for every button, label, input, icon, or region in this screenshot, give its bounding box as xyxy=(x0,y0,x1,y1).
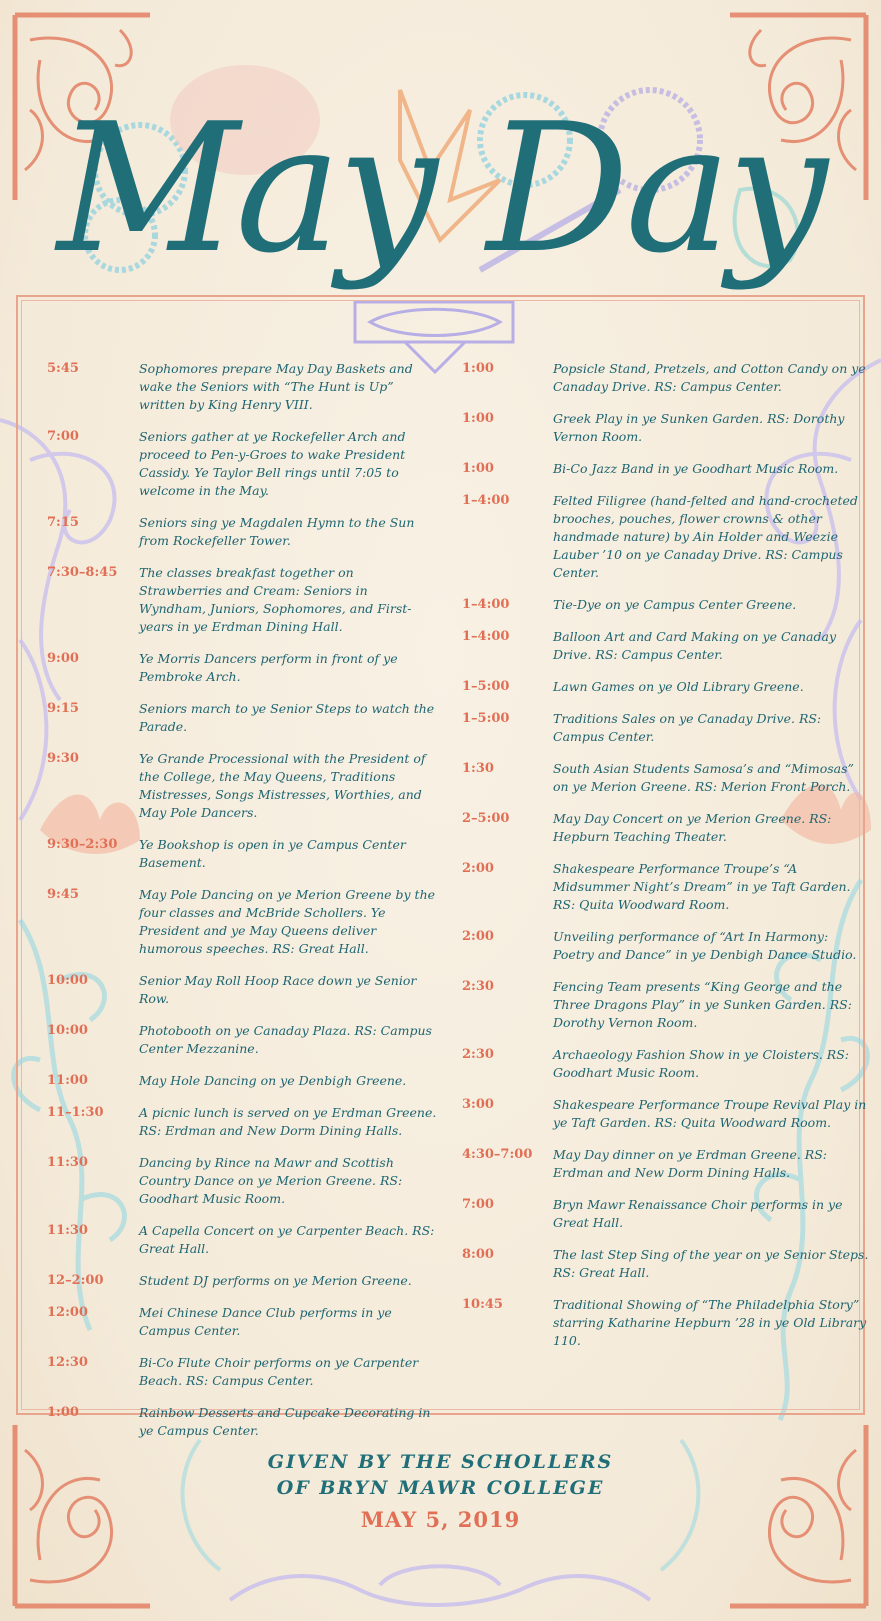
schedule-event xyxy=(47,1154,437,1208)
event-description: Senior May Roll Hoop Race down ye Senior Row. xyxy=(139,973,417,1006)
schedule-event xyxy=(462,1196,872,1232)
event-time: 7:00 xyxy=(462,1197,494,1212)
schedule-event xyxy=(47,428,437,500)
event-time: 2:00 xyxy=(462,929,494,944)
event-time: 1:00 xyxy=(462,361,494,376)
event-time: 1:00 xyxy=(47,1405,79,1420)
schedule-event xyxy=(462,710,872,746)
event-description: Seniors gather at ye Rockefeller Arch and proceed to Pen-y-Groes to wake President Cassidy. Ye Taylor Bell rings until 7:05 to welcome in the May. xyxy=(139,429,406,498)
schedule-event xyxy=(47,650,437,686)
event-time: 7:30–8:45 xyxy=(47,565,118,580)
event-description: Bi-Co Jazz Band in ye Goodhart Music Room. xyxy=(553,461,839,476)
event-description: Sophomores prepare May Day Baskets and wake the Seniors with “The Hunt is Up” written by King Henry VIII. xyxy=(139,361,413,412)
schedule-event xyxy=(47,750,437,822)
event-time: 1–5:00 xyxy=(462,679,510,694)
event-time: 11:30 xyxy=(47,1155,88,1170)
event-description: Lawn Games on ye Old Library Greene. xyxy=(553,679,804,694)
event-description: Bi-Co Flute Choir performs on ye Carpenter Beach. RS: Campus Center. xyxy=(139,1355,419,1388)
schedule-event xyxy=(462,760,872,796)
event-description: The classes breakfast together on Strawberries and Cream: Seniors in Wyndham, Juniors, Sophomores, and First-years in ye Erdman Dining Hall. xyxy=(139,565,412,634)
schedule-event xyxy=(47,1022,437,1058)
event-description: May Hole Dancing on ye Denbigh Greene. xyxy=(139,1073,407,1088)
event-time: 3:00 xyxy=(462,1097,494,1112)
event-description: A Capella Concert on ye Carpenter Beach. RS: Great Hall. xyxy=(139,1223,435,1256)
schedule-event xyxy=(462,1096,872,1132)
footer-date: MAY 5, 2019 xyxy=(360,1507,521,1532)
schedule-event xyxy=(47,564,437,636)
schedule-event xyxy=(462,1046,872,1082)
event-time: 10:00 xyxy=(47,973,88,988)
event-description: Ye Grande Processional with the President of the College, the May Queens, Traditions Mistresses, Songs Mistresses, Worthies, and May Pole Dancers. xyxy=(139,751,426,820)
schedule-event xyxy=(462,360,872,396)
event-time: 11–1:30 xyxy=(47,1105,104,1120)
event-description: May Day dinner on ye Erdman Greene. RS: Erdman and New Dorm Dining Halls. xyxy=(553,1147,827,1180)
schedule-event xyxy=(462,678,872,696)
schedule-event xyxy=(462,492,872,582)
schedule-event xyxy=(462,978,872,1032)
event-description: Fencing Team presents “King George and the Three Dragons Play” in ye Sunken Garden. RS: Dorothy Vernon Room. xyxy=(553,979,852,1030)
event-time: 8:00 xyxy=(462,1247,494,1262)
schedule-event xyxy=(462,928,872,964)
schedule-column-right xyxy=(462,360,872,1364)
event-description: Shakespeare Performance Troupe’s “A Midsummer Night’s Dream” in ye Taft Garden. RS: Quita Woodward Room. xyxy=(553,861,851,912)
event-time: 1:30 xyxy=(462,761,494,776)
event-time: 11:30 xyxy=(47,1223,88,1238)
event-description: Ye Morris Dancers perform in front of ye Pembroke Arch. xyxy=(139,651,398,684)
schedule-event xyxy=(462,860,872,914)
event-description: Ye Bookshop is open in ye Campus Center Basement. xyxy=(139,837,406,870)
event-description: Greek Play in ye Sunken Garden. RS: Dorothy Vernon Room. xyxy=(553,411,845,444)
event-time: 12:00 xyxy=(47,1305,88,1320)
event-time: 1–4:00 xyxy=(462,629,510,644)
event-time: 10:00 xyxy=(47,1023,88,1038)
schedule-event xyxy=(47,886,437,958)
event-description: Seniors march to ye Senior Steps to watch the Parade. xyxy=(139,701,435,734)
event-time: 11:00 xyxy=(47,1073,88,1088)
event-time: 1–5:00 xyxy=(462,711,510,726)
schedule-event xyxy=(462,628,872,664)
event-description: Mei Chinese Dance Club performs in ye Campus Center. xyxy=(139,1305,392,1338)
event-description: Rainbow Desserts and Cupcake Decorating in ye Campus Center. xyxy=(139,1405,431,1438)
event-description: Bryn Mawr Renaissance Choir performs in ye Great Hall. xyxy=(553,1197,843,1230)
event-description: South Asian Students Samosa’s and “Mimosas” on ye Merion Greene. RS: Merion Front Porch. xyxy=(553,761,854,794)
event-time: 9:30–2:30 xyxy=(47,837,118,852)
event-time: 1:00 xyxy=(462,411,494,426)
schedule-event xyxy=(47,836,437,872)
event-description: A picnic lunch is served on ye Erdman Greene. RS: Erdman and New Dorm Dining Halls. xyxy=(139,1105,437,1138)
event-time: 9:00 xyxy=(47,651,79,666)
event-time: 1–4:00 xyxy=(462,597,510,612)
event-description: Popsicle Stand, Pretzels, and Cotton Candy on ye Canaday Drive. RS: Campus Center. xyxy=(553,361,866,394)
schedule-event xyxy=(462,1296,872,1350)
page-title: May Day xyxy=(57,85,824,292)
event-description: Felted Filigree (hand-felted and hand-crocheted brooches, pouches, flower crowns & other handmade nature) by Ain Holder and Weezie Lauber ’10 on ye Canaday Drive. RS: Campus Center. xyxy=(553,493,858,580)
event-time: 10:45 xyxy=(462,1297,503,1312)
footer-credit-line1: GIVEN BY THE SCHOLLERS xyxy=(267,1451,614,1473)
event-description: Shakespeare Performance Troupe Revival Play in ye Taft Garden. RS: Quita Woodward Room. xyxy=(553,1097,867,1130)
schedule-column-left xyxy=(47,360,437,1454)
schedule-event xyxy=(47,360,437,414)
event-time: 1:00 xyxy=(462,461,494,476)
event-description: Archaeology Fashion Show in ye Cloisters. RS: Goodhart Music Room. xyxy=(553,1047,849,1080)
schedule-event xyxy=(47,1354,437,1390)
schedule-event xyxy=(47,1304,437,1340)
event-description: Tie-Dye on ye Campus Center Greene. xyxy=(553,597,797,612)
schedule-event xyxy=(47,700,437,736)
event-description: Traditional Showing of “The Philadelphia Story” starring Katharine Hepburn ’28 in ye Old Library 110. xyxy=(553,1297,867,1348)
event-time: 5:45 xyxy=(47,361,79,376)
event-description: Seniors sing ye Magdalen Hymn to the Sun from Rockefeller Tower. xyxy=(139,515,415,548)
event-description: Traditions Sales on ye Canaday Drive. RS: Campus Center. xyxy=(553,711,822,744)
event-time: 7:15 xyxy=(47,515,79,530)
event-time: 12:30 xyxy=(47,1355,88,1370)
event-description: Balloon Art and Card Making on ye Canaday Drive. RS: Campus Center. xyxy=(553,629,837,662)
schedule-event xyxy=(47,1222,437,1258)
schedule-event xyxy=(462,1146,872,1182)
event-time: 9:30 xyxy=(47,751,79,766)
schedule-event xyxy=(47,1272,437,1290)
schedule-event xyxy=(462,410,872,446)
footer-credit-line2: OF BRYN MAWR COLLEGE xyxy=(276,1477,605,1499)
schedule-event xyxy=(47,1104,437,1140)
schedule-event xyxy=(47,1072,437,1090)
schedule-event xyxy=(47,1404,437,1440)
schedule-event xyxy=(47,514,437,550)
event-time: 2:30 xyxy=(462,979,494,994)
event-time: 12–2:00 xyxy=(47,1273,104,1288)
event-description: Student DJ performs on ye Merion Greene. xyxy=(139,1273,412,1288)
event-description: Dancing by Rince na Mawr and Scottish Country Dance on ye Merion Greene. RS: Goodhart Music Room. xyxy=(139,1155,403,1206)
event-time: 2:30 xyxy=(462,1047,494,1062)
event-time: 9:15 xyxy=(47,701,79,716)
event-time: 9:45 xyxy=(47,887,79,902)
event-time: 7:00 xyxy=(47,429,79,444)
event-time: 4:30–7:00 xyxy=(462,1147,533,1162)
event-time: 2:00 xyxy=(462,861,494,876)
schedule-event xyxy=(47,972,437,1008)
schedule-event xyxy=(462,810,872,846)
event-description: Photobooth on ye Canaday Plaza. RS: Campus Center Mezzanine. xyxy=(139,1023,432,1056)
event-time: 2–5:00 xyxy=(462,811,510,826)
schedule-event xyxy=(462,460,872,478)
event-time: 1–4:00 xyxy=(462,493,510,508)
event-description: May Pole Dancing on ye Merion Greene by the four classes and McBride Schollers. Ye President and ye May Queens deliver humorous speeches. RS: Great Hall. xyxy=(139,887,436,956)
schedule-event xyxy=(462,596,872,614)
event-description: Unveiling performance of “Art In Harmony: Poetry and Dance” in ye Denbigh Dance Studio. xyxy=(553,929,857,962)
schedule-event xyxy=(462,1246,872,1282)
event-description: The last Step Sing of the year on ye Senior Steps. RS: Great Hall. xyxy=(553,1247,869,1280)
bottom-scroll xyxy=(230,1566,650,1605)
event-description: May Day Concert on ye Merion Greene. RS: Hepburn Teaching Theater. xyxy=(553,811,832,844)
